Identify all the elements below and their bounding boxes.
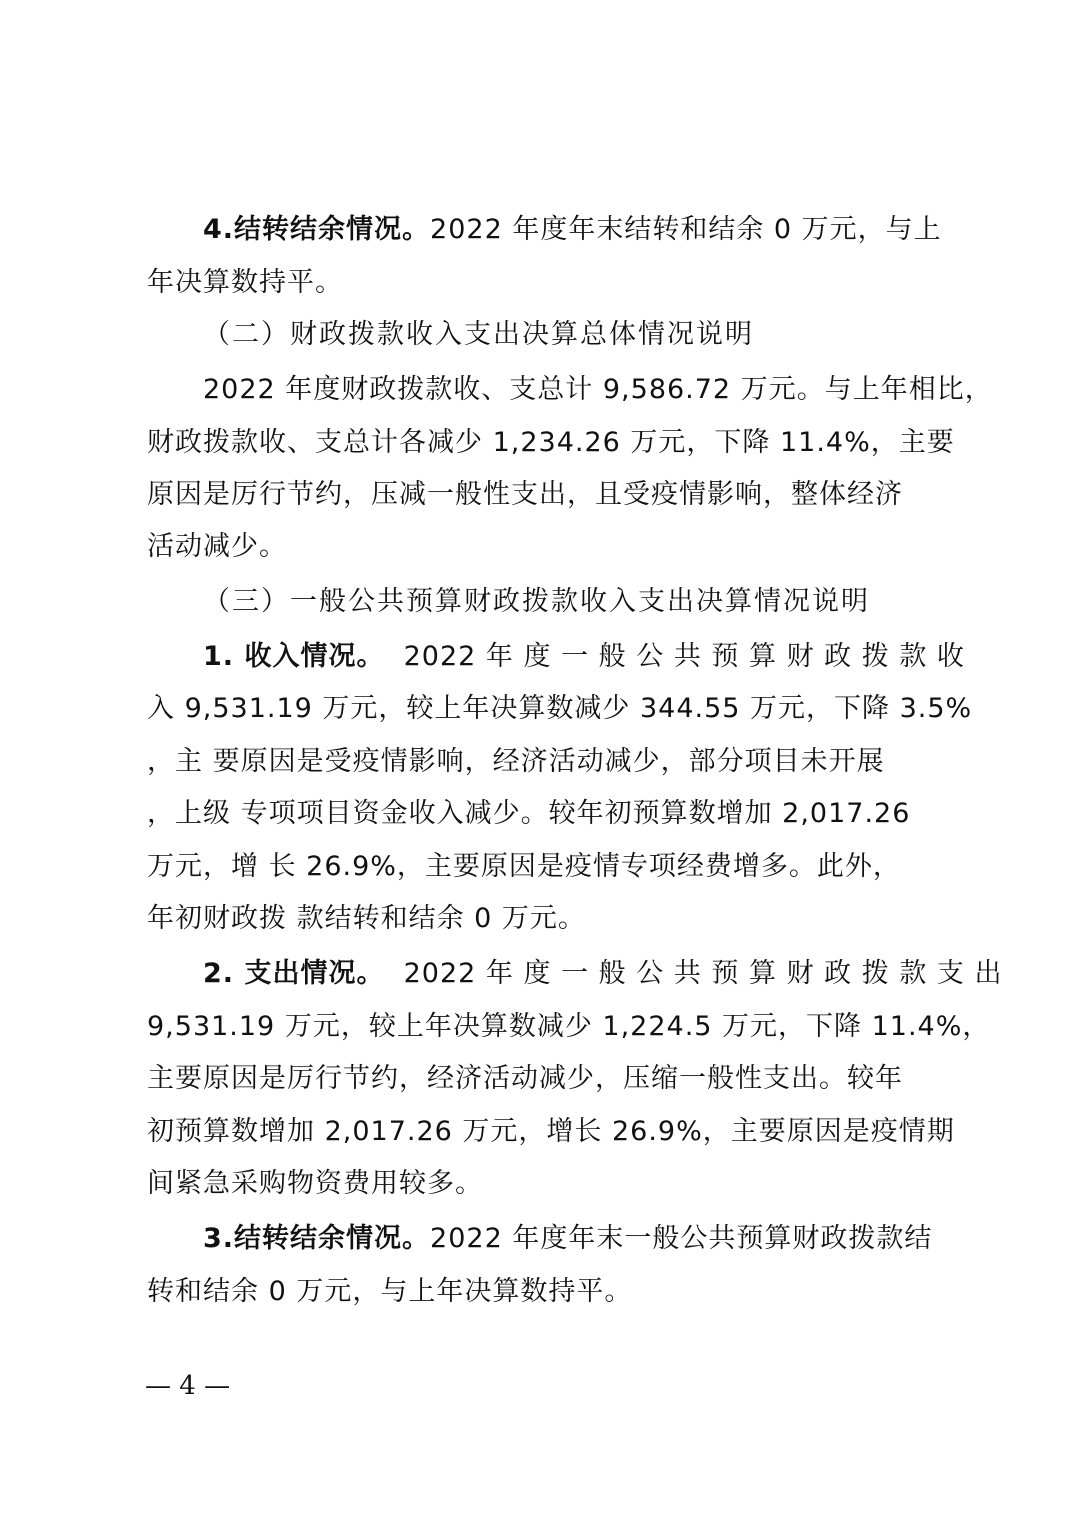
para-total-line-2: 财政拨款收、支总计各减少 1,234.26 万元，下降 11.4%，主要: [147, 427, 955, 458]
para-carry-line-2: 转和结余 0 万元，与上年决算数持平。: [147, 1276, 633, 1307]
para-total-line-4: 活动减少。: [147, 531, 287, 562]
section-heading-three: （三）一般公共预算财政拨款收入支出决算情况说明: [203, 586, 870, 617]
para-income-line-1: [203, 640, 965, 674]
section-heading-two: （二）财政拨款收入支出决算总体情况说明: [203, 319, 754, 350]
para-total-line-3: 原因是厉行节约，压减一般性支出，且受疫情影响，整体经济: [147, 479, 903, 510]
para-carryover-line-2: 年决算数持平。: [147, 267, 343, 298]
para-expense-line-3: 主要原因是厉行节约，经济活动减少，压缩一般性支出。较年: [147, 1063, 903, 1094]
page-number: — 4 —: [145, 1371, 231, 1401]
heading-income: 1. 收入情况。: [203, 641, 385, 672]
para-income-line-2: 入 9,531.19 万元，较上年决算数减少 344.55 万元，下降 3.5%: [147, 693, 973, 724]
para-expense-line-4: 初预算数增加 2,017.26 万元，增长 26.9%，主要原因是疫情期: [147, 1116, 955, 1147]
para-income-line-6: 年初财政拨 款结转和结余 0 万元。: [147, 903, 586, 934]
text-income: 2022 年 度 一 般 公 共 预 算 财 政 拨 款 收: [403, 641, 965, 672]
heading-expense: 2. 支出情况。: [203, 958, 385, 989]
heading-carry: 3.结转结余情况。: [203, 1223, 431, 1254]
para-carry-line-1: [203, 1222, 932, 1256]
heading-carryover: 4.结转结余情况。: [203, 214, 431, 245]
text-expense: 2022 年 度 一 般 公 共 预 算 财 政 拨 款 支 出: [403, 958, 1003, 989]
para-carryover-line-1: [203, 213, 942, 247]
para-total-line-1: 2022 年度财政拨款收、支总计 9,586.72 万元。与上年相比，: [203, 374, 993, 405]
para-expense-line-1: [203, 957, 1003, 991]
para-expense-line-2: 9,531.19 万元，较上年决算数减少 1,224.5 万元，下降 11.4%，: [147, 1011, 991, 1042]
para-expense-line-5: 间紧急采购物资费用较多。: [147, 1168, 483, 1199]
para-income-line-5: 万元，增 长 26.9%，主要原因是疫情专项经费增多。此外，: [147, 851, 901, 882]
para-income-line-3: ，主 要原因是受疫情影响，经济活动减少，部分项目未开展: [147, 746, 885, 777]
text-carry: 2022 年度年末一般公共预算财政拨款结: [430, 1223, 933, 1254]
text-carryover: 2022 年度年末结转和结余 0 万元，与上: [430, 214, 942, 245]
para-income-line-4: ，上级 专项项目资金收入减少。较年初预算数增加 2,017.26: [147, 798, 911, 829]
